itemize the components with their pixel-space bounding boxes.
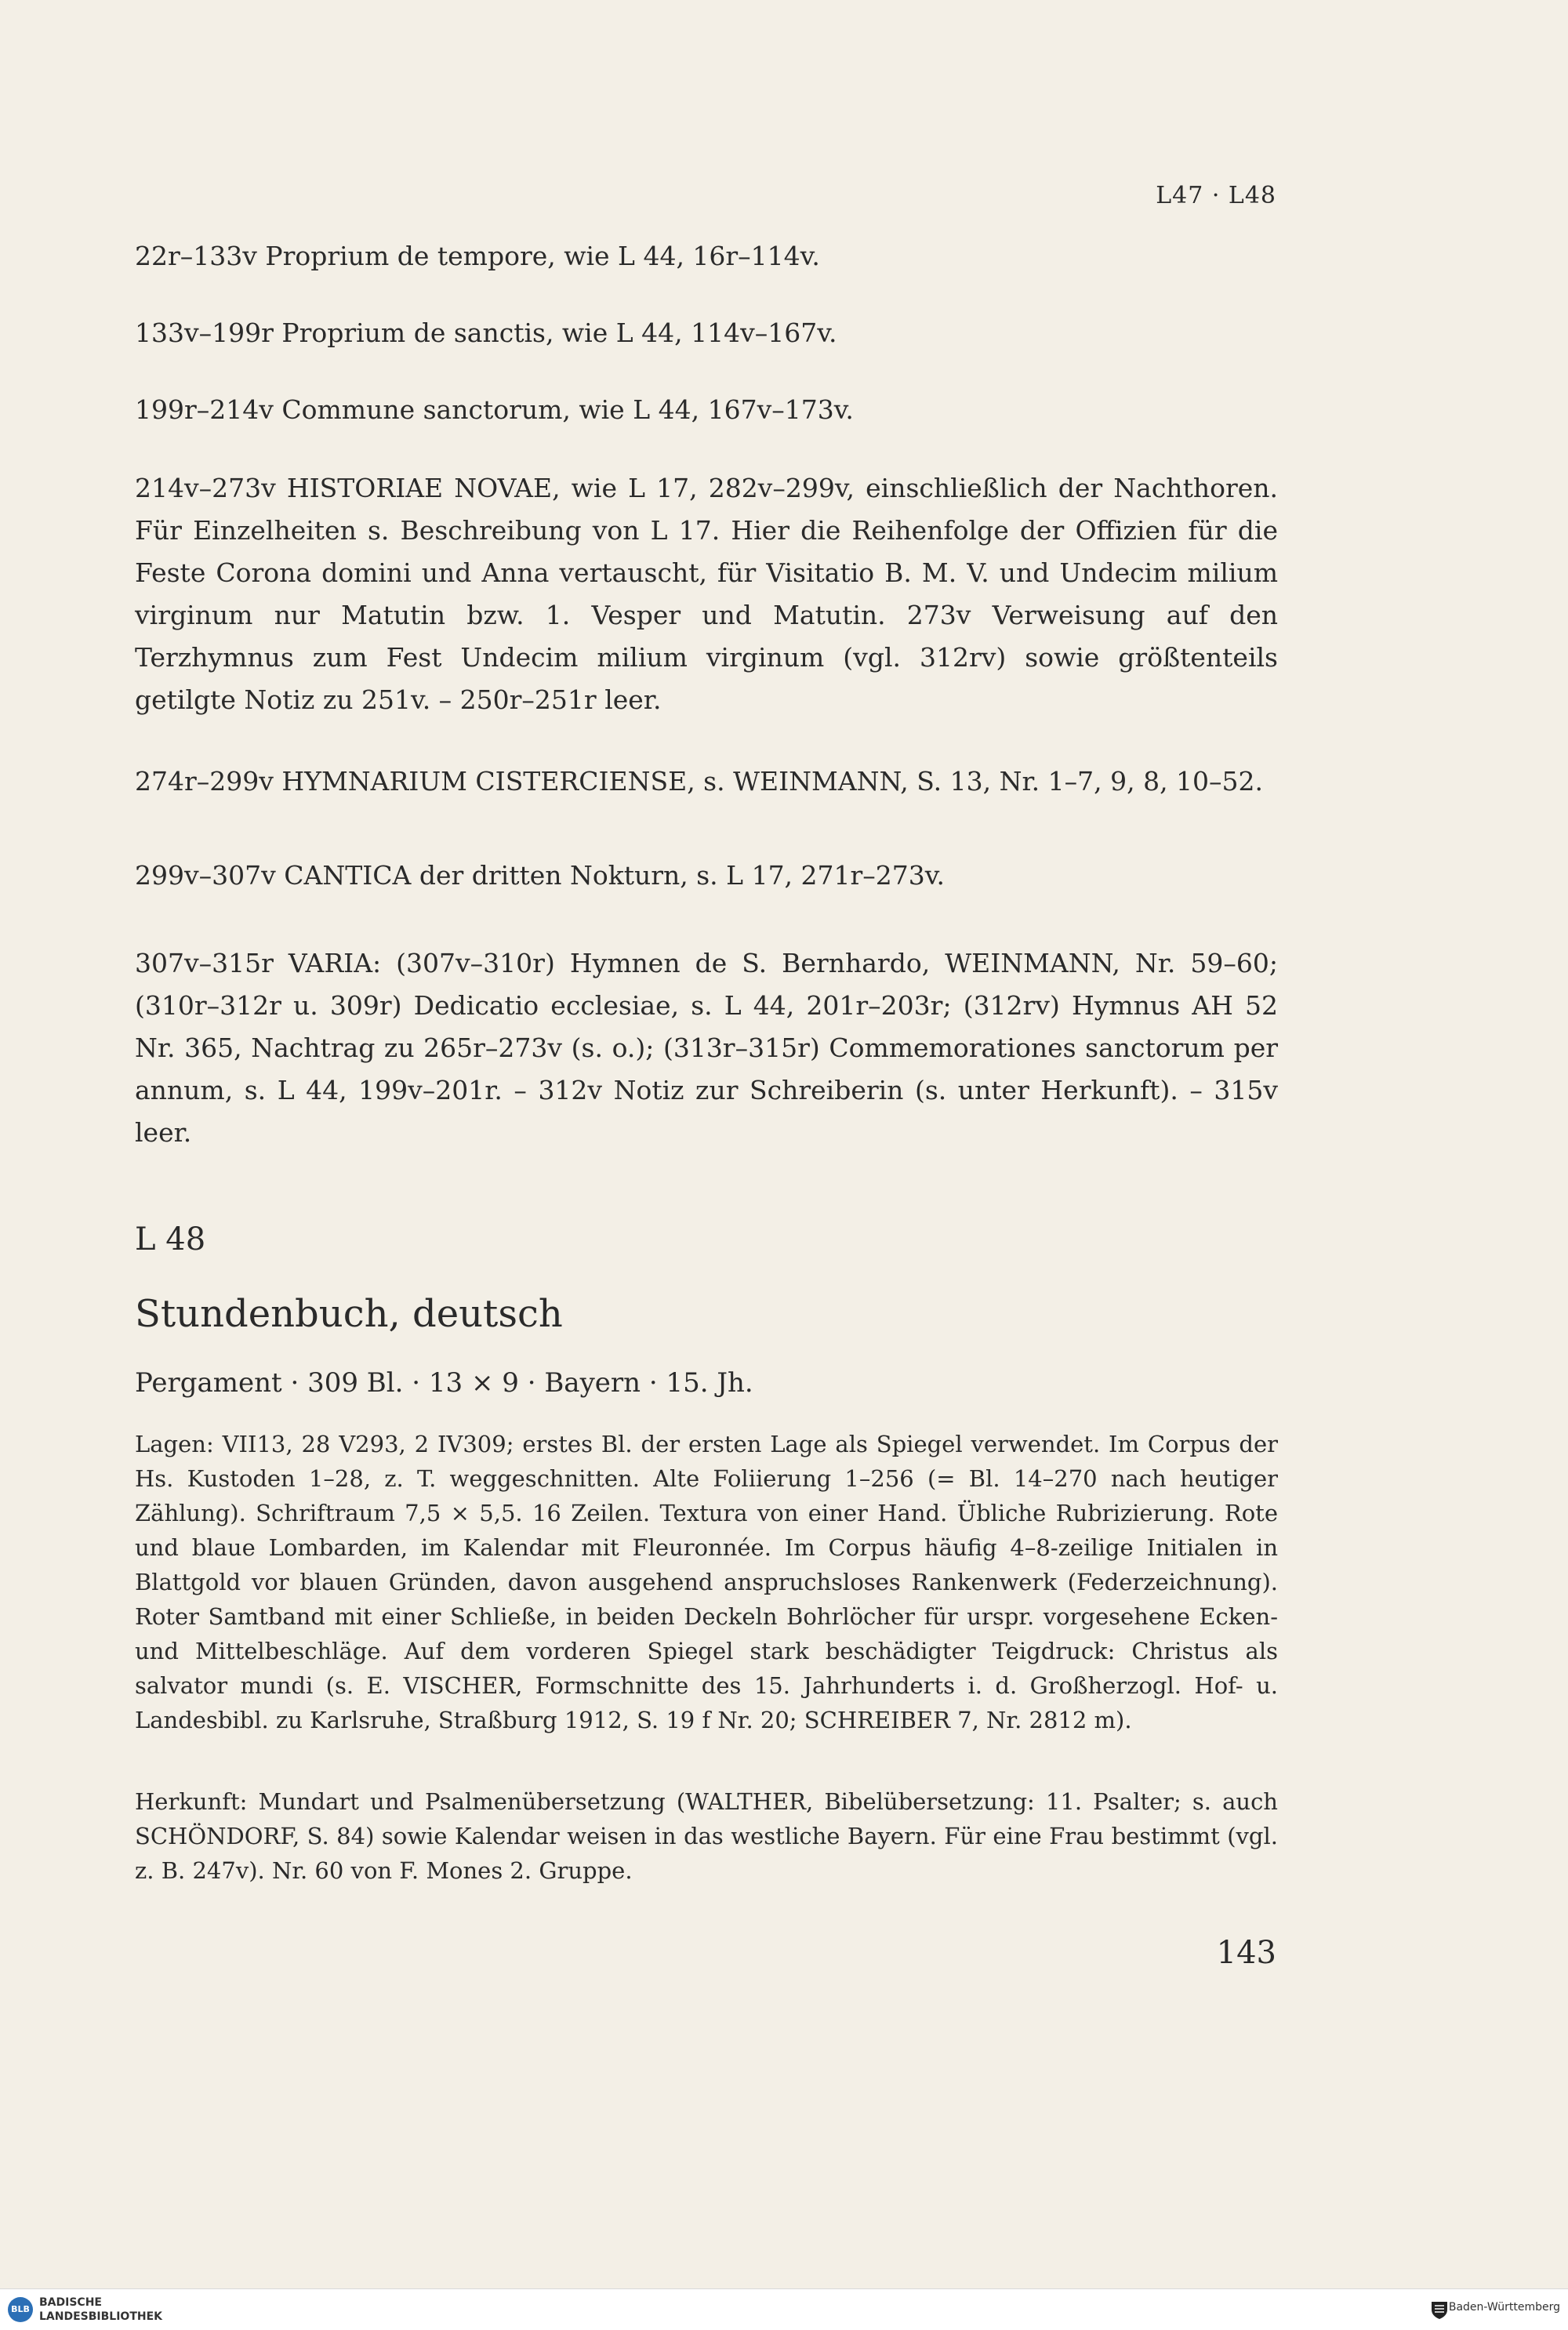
entry-proprium-de-sanctis: 133v–199r Proprium de sanctis, wie L 44, 114v–167v. [135,318,837,348]
entry-cantica: 299v–307v CANTICA der dritten Nokturn, s. L 17, 271r–273v. [135,860,946,891]
section-title: Stundenbuch, deutsch [135,1292,563,1336]
provenance-note: Herkunft: Mundart und Psalmenübersetzung (WALTHER, Bibelübersetzung: 11. Psalter; s. auch SCHÖNDORF, S. 84) sowie Kalendar weisen in das westliche Bayern. Für eine Frau bestimmt (vgl. z. B. 247v). Nr. 60 von F. Mones 2. Gruppe. [135,1788,1278,1884]
blb-name-line-2: LANDESBIBLIOTHEK [39,2310,163,2323]
entry-hymnarium: 274r–299v HYMNARIUM CISTERCIENSE, s. WEINMANN, S. 13, Nr. 1–7, 9, 8, 10–52. [135,766,1264,797]
blb-logo-icon[interactable]: BLB [8,2297,33,2322]
blb-name-line-1: BADISCHE [39,2296,102,2309]
entry-proprium-de-tempore: 22r–133v Proprium de tempore, wie L 44, 16r–114v. [135,241,820,271]
section-id: L 48 [135,1221,206,1258]
page-number: 143 [1216,1935,1276,1971]
entry-historiae-novae: 214v–273v HISTORIAE NOVAE, wie L 17, 282v–299v, einschließlich der Nachthoren. Für Einzelheiten s. Beschreibung von L 17. Hier die Reihenfolge der Offizien für die Feste Corona domini und Anna vertauscht, für Visitatio B. M. V. und Undecim milium virginum nur Matutin bzw. 1. Vesper und Matutin. 273v Verweisung auf den Terzhymnus zum Fest Undecim milium virginum (vgl. 312rv) sowie größtenteils getilgte Notiz zu 251v. – 250r–251r leer. [135,473,1278,715]
baden-wuerttemberg-crest-icon[interactable] [1428,2299,1450,2321]
baden-wuerttemberg-label[interactable]: Baden-Württemberg [1448,2301,1560,2314]
entry-commune-sanctorum: 199r–214v Commune sanctorum, wie L 44, 167v–173v. [135,394,854,425]
manuscript-description: Lagen: VII13, 28 V293, 2 IV309; erstes Bl. der ersten Lage als Spiegel verwendet. Im Corpus der Hs. Kustoden 1–28, z. T. weggeschnitten. Alte Foliierung 1–256 (= Bl. 14–270 nach heutiger Zählung). Schriftraum 7,5 × 5,5. 16 Zeilen. Textura von einer Hand. Übliche Rubrizierung. Rote und blaue Lombarden, im Kalendar mit Fleuronnée. Im Corpus häufig 4–8-zeilige Initialen in Blattgold vor blauen Gründen, davon ausgehend anspruchsloses Rankenwerk (Federzeichnung). Roter Samtband mit einer Schließe, in beiden Deckeln Bohrlöcher für urspr. vorgesehene Ecken- und Mittelbeschläge. Auf dem vorderen Spiegel stark beschädigter Teigdruck: Christus als salvator mundi (s. E. VISCHER, Formschnitte des 15. Jahrhunderts i. d. Großherzogl. Hof- u. Landesbibl. zu Karlsruhe, Straßburg 1912, S. 19 f Nr. 20; SCHREIBER 7, Nr. 2812 m). [135,1431,1278,1733]
footer-bar [0,2288,1568,2330]
running-header: L47 · L48 [1156,182,1276,209]
blb-name[interactable] [39,2296,162,2324]
entry-varia: 307v–315r VARIA: (307v–310r) Hymnen de S. Bernhardo, WEINMANN, Nr. 59–60; (310r–312r u. 309r) Dedicatio ecclesiae, s. L 44, 201r–203r; (312rv) Hymnus AH 52 Nr. 365, Nachtrag zu 265r–273v (s. o.); (313r–315r) Commemorationes sanctorum per annum, s. L 44, 199v–201r. – 312v Notiz zur Schreiberin (s. unter Herkunft). – 315v leer. [135,948,1278,1148]
manuscript-meta: Pergament · 309 Bl. · 13 × 9 · Bayern · 15. Jh. [135,1367,753,1399]
